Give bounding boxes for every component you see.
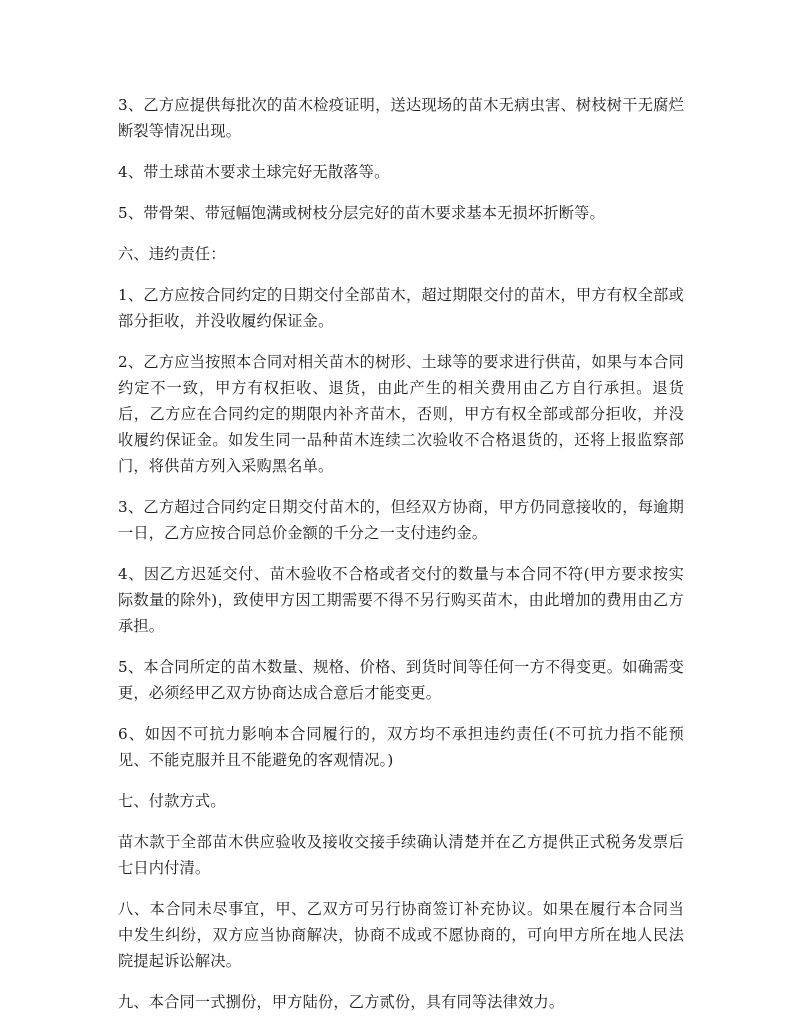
section-heading-payment: 七、付款方式。: [118, 792, 226, 810]
clause-late-delivery-rejection: 1、乙方应按合同约定的日期交付全部苗木，超过期限交付的苗木，甲方有权全部或部分拒收，并没收履约保证金。: [118, 286, 684, 330]
clause-replacement-purchase: 4、因乙方迟延交付、苗木验收不合格或者交付的数量与本合同不符(甲方要求按实际数量的除外)，致使甲方因工期需要不得不另行购买苗木，由此增加的费用由乙方承担。: [118, 565, 684, 635]
clause-force-majeure: 6、如因不可抗力影响本合同履行的，双方均不承担违约责任(不可抗力指不能预见、不能克服并且不能避免的客观情况。): [118, 725, 684, 769]
clause-soil-ball: 4、带土球苗木要求土球完好无散落等。: [118, 163, 390, 181]
clause-nonconforming-supply: 2、乙方应当按照本合同对相关苗木的树形、土球等的要求进行供苗，如果与本合同约定不一致，甲方有权拒收、退货，由此产生的相关费用由乙方自行承担。退货后，乙方应在合同约定的期限内补齐苗木，否则，甲方有权全部或部分拒收，并没收履约保证金。如发生同一品种苗木连续二次验收不合格退货的，还将上报监察部门，将供苗方列入采购黑名单。: [118, 353, 684, 475]
section-heading-breach-liability: 六、违约责任：: [118, 245, 226, 263]
clause-dispute-resolution: 八、本合同未尽事宜，甲、乙双方可另行协商签订补充协议。如果在履行本合同当中发生纠纷，双方应当协商解决，协商不成或不愿协商的，可向甲方所在地人民法院提起诉讼解决。: [118, 900, 684, 970]
clause-payment-terms: 苗木款于全部苗木供应验收及接收交接手续确认清楚并在乙方提供正式税务发票后七日内付清。: [118, 833, 684, 877]
clause-quarantine-certificate: 3、乙方应提供每批次的苗木检疫证明，送达现场的苗木无病虫害、树枝树干无腐烂断裂等情况出现。: [118, 96, 684, 140]
clause-crown-branches: 5、带骨架、带冠幅饱满或树枝分层完好的苗木要求基本无损坏折断等。: [118, 204, 605, 222]
clause-copies: 九、本合同一式捌份，甲方陆份，乙方贰份，具有同等法律效力。: [118, 993, 565, 1011]
document-page: [118, 92, 684, 1030]
clause-late-penalty: 3、乙方超过合同约定日期交付苗木的，但经双方协商，甲方仍同意接收的，每逾期一日，乙方应按合同总价金额的千分之一支付违约金。: [118, 498, 684, 542]
clause-no-change: 5、本合同所定的苗木数量、规格、价格、到货时间等任何一方不得变更。如确需变更，必须经甲乙双方协商达成合意后才能变更。: [118, 658, 684, 702]
